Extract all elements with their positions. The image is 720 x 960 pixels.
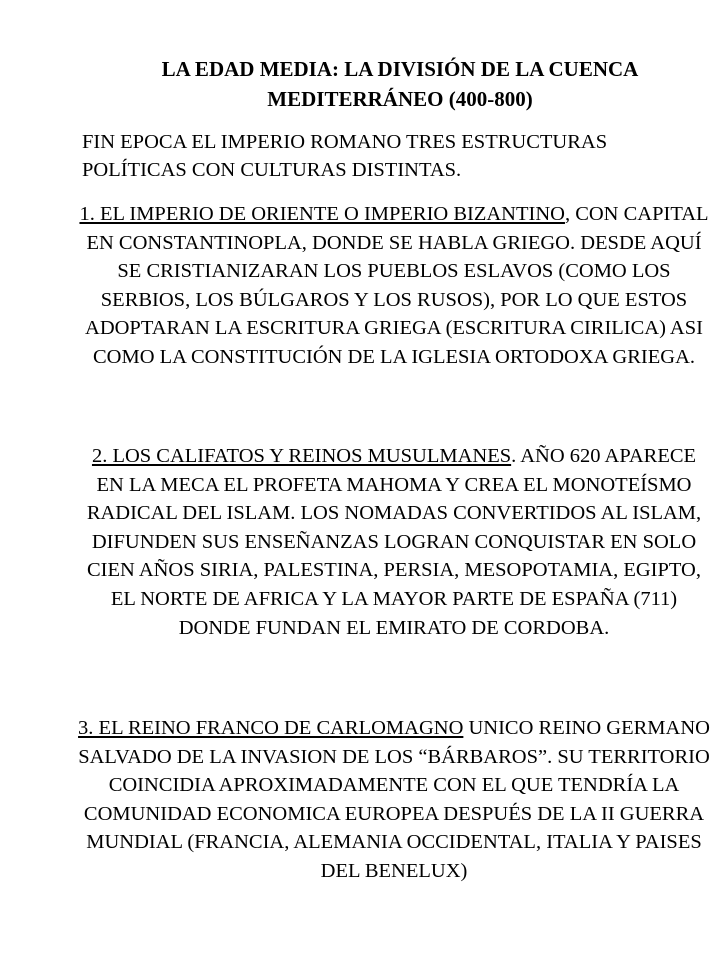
section-heading: 3. EL REINO FRANCO DE CARLOMAGNO bbox=[78, 717, 464, 739]
section-califatos bbox=[76, 442, 712, 642]
section-body: . AÑO 620 APARECE EN LA MECA EL PROFETA MAHOMA Y CREA EL MONOTEÍSMO RADICAL DEL ISLAM. LOS NOMADAS CONVERTIDOS AL ISLAM, DIFUNDEN SUS ENSEÑANZAS LOGRAN CONQUISTAR EN SOLO CIEN AÑOS SIRIA, PALESTINA, PERSIA, MESOPOTAMIA, EGIPTO, EL NORTE DE AFRICA Y LA MAYOR PARTE DE ESPAÑA (711) DONDE FUNDAN EL EMIRATO DE CORDOBA. bbox=[86, 445, 702, 639]
section-body: , CON CAPITAL EN CONSTANTINOPLA, DONDE SE HABLA GRIEGO. DESDE AQUÍ SE CRISTIANIZARAN LOS PUEBLOS ESLAVOS (COMO LOS SERBIOS, LOS BÚLGAROS Y LOS RUSOS), POR LO QUE ESTOS ADOPTARAN LA ESCRITURA GRIEGA (ESCRITURA CIRILICA) ASI COMO LA CONSTITUCIÓN DE LA IGLESIA ORTODOXA GRIEGA. bbox=[85, 203, 709, 368]
intro-paragraph: FIN EPOCA EL IMPERIO ROMANO TRES ESTRUCTURAS POLÍTICAS CON CULTURAS DISTINTAS. bbox=[82, 131, 608, 181]
page-title: LA EDAD MEDIA: LA DIVISIÓN DE LA CUENCA MEDITERRÁNEO (400-800) bbox=[161, 57, 639, 111]
section-body: UNICO REINO GERMANO SALVADO DE LA INVASION DE LOS “BÁRBAROS”. SU TERRITORIO COINCIDIA APROXIMADAMENTE CON EL QUE TENDRÍA LA COMUNIDAD ECONOMICA EUROPEA DESPUÉS DE LA II GUERRA MUNDIAL (FRANCIA, ALEMANIA OCCIDENTAL, ITALIA Y PAISES DEL BENELUX) bbox=[78, 717, 710, 882]
section-bizantino bbox=[76, 200, 712, 372]
section-heading: 1. EL IMPERIO DE ORIENTE O IMPERIO BIZANTINO bbox=[79, 203, 565, 225]
section-franco bbox=[76, 714, 712, 886]
section-heading: 2. LOS CALIFATOS Y REINOS MUSULMANES bbox=[91, 445, 512, 467]
